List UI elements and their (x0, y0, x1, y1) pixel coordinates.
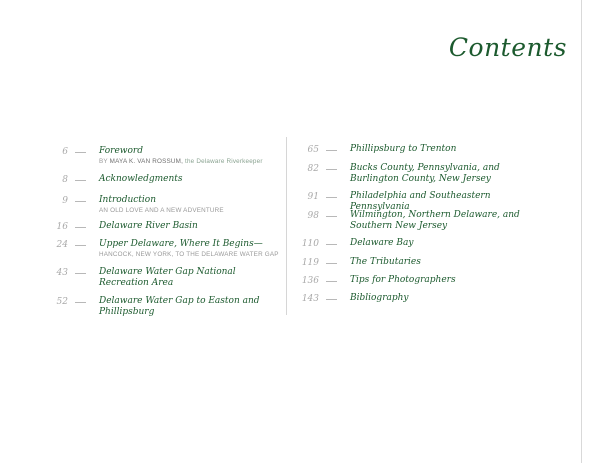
page-number: 9 (62, 196, 68, 206)
page-number: 110 (301, 239, 319, 249)
page-number: 16 (56, 222, 68, 232)
page-number: 82 (307, 164, 319, 174)
entry-title: Acknowledgments (99, 174, 183, 184)
page-number: 24 (56, 240, 68, 250)
leader-dash (326, 299, 337, 300)
leader-dash (75, 273, 86, 274)
entry-title: Introduction (99, 195, 156, 205)
page-number: 52 (56, 297, 68, 307)
page-edge-line (581, 0, 582, 463)
page-number: 119 (301, 258, 319, 268)
entry-title-line: Burlington County, New Jersey (350, 174, 491, 184)
leader-dash (326, 244, 337, 245)
entry-title: Delaware Bay (350, 238, 414, 248)
page-number: 91 (307, 192, 319, 202)
leader-dash (326, 150, 337, 151)
entry-subtitle: HANCOCK, NEW YORK, TO THE DELAWARE WATER GAP (99, 251, 279, 258)
entry-title-line: Phillipsburg (99, 307, 155, 317)
leader-dash (326, 263, 337, 264)
entry-title-line: Delaware Water Gap to Easton and (99, 296, 260, 306)
leader-dash (75, 245, 86, 246)
entry-title: Philadelphia and Southeastern Pennsylvania (350, 191, 491, 212)
leader-dash (326, 281, 337, 282)
leader-dash (75, 302, 86, 303)
entry-subtitle: BY MAYA K. VAN ROSSUM, the Delaware Riverkeeper (99, 158, 263, 165)
entry-title-line: Bucks County, Pennsylvania, and (350, 163, 500, 173)
entry-title-line: Recreation Area (99, 278, 174, 288)
page-number: 8 (62, 175, 68, 185)
entry-title: The Tributaries (350, 257, 421, 267)
leader-dash (75, 152, 86, 153)
entry-title: Bibliography (350, 293, 409, 303)
entry-title-line: Southern New Jersey (350, 221, 448, 231)
page-number: 136 (301, 276, 319, 286)
entry-title: Tips for Photographers (350, 275, 456, 285)
entry-title: Foreword (99, 146, 143, 156)
leader-dash (326, 216, 337, 217)
page-number: 65 (307, 145, 319, 155)
entry-title: Phillipsburg to Trenton (350, 144, 457, 154)
leader-dash (326, 197, 337, 198)
entry-title-line: Delaware Water Gap National (99, 267, 236, 277)
page-number: 6 (62, 147, 68, 157)
entry-title: Upper Delaware, Where It Begins— (99, 239, 263, 249)
page-number: 43 (56, 268, 68, 278)
entry-subtitle: AN OLD LOVE AND A NEW ADVENTURE (99, 207, 224, 214)
entry-title-line: Wilmington, Northern Delaware, and (350, 210, 520, 220)
leader-dash (75, 180, 86, 181)
leader-dash (75, 227, 86, 228)
leader-dash (326, 169, 337, 170)
entry-title: Delaware River Basin (99, 221, 198, 231)
leader-dash (75, 201, 86, 202)
page-title: Contents (448, 33, 567, 62)
page-number: 98 (307, 211, 319, 221)
page-number: 143 (301, 294, 319, 304)
